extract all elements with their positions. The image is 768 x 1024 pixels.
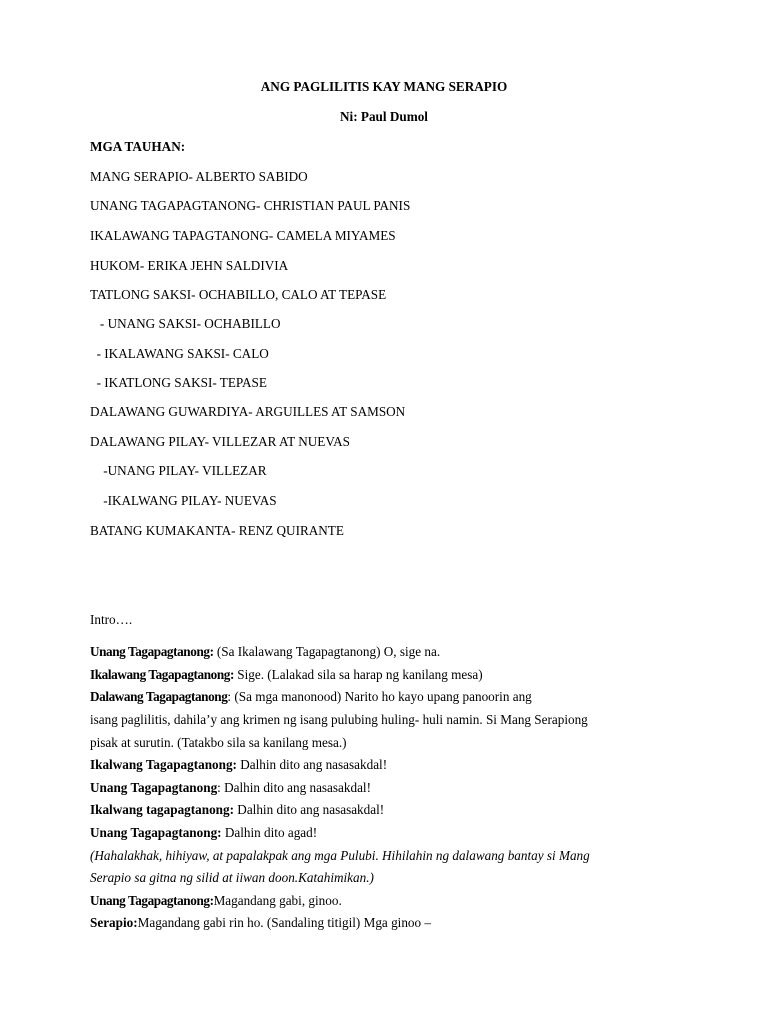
cast-item: UNANG TAGAPAGTANONG- CHRISTIAN PAUL PANIS	[90, 198, 411, 213]
stage-direction: Serapio sa gitna ng silid at iiwan doon.Katahimikan.)	[90, 870, 374, 885]
dialogue-text: pisak at surutin. (Tatakbo sila sa kanilang mesa.)	[90, 735, 347, 750]
speaker-name: Ikalawang Tagapagtanong:	[90, 667, 234, 682]
dialogue-text: : (Sa mga manonood) Narito ho kayo upang panoorin ang	[227, 689, 532, 704]
dialogue-line	[90, 825, 317, 841]
dialogue-line	[90, 757, 387, 773]
speaker-name: Unang Tagapagtanong	[90, 780, 218, 795]
dialogue-text: Magandang gabi, ginoo.	[213, 893, 342, 908]
dialogue-text: Dalhin dito agad!	[221, 825, 318, 840]
dialogue-text: Sige. (Lalakad sila sa harap ng kanilang mesa)	[233, 667, 483, 682]
cast-item: -IKALWANG PILAY- NUEVAS	[90, 493, 277, 508]
dialogue-text: isang paglilitis, dahila’y ang krimen ng isang pulubing huling- huli namin. Si Mang Serapiong	[90, 712, 588, 727]
cast-item: BATANG KUMAKANTA- RENZ QUIRANTE	[90, 523, 344, 538]
dialogue-line	[90, 735, 347, 751]
stage-direction: (Hahalakhak, hihiyaw, at papalakpak ang mga Pulubi. Hihilahin ng dalawang bantay si Mang	[90, 848, 590, 863]
dialogue-line	[90, 893, 342, 909]
cast-item: MANG SERAPIO- ALBERTO SABIDO	[90, 169, 308, 184]
dialogue-text: Dalhin dito ang nasasakdal!	[234, 802, 385, 817]
dialogue-line	[90, 644, 440, 660]
cast-item: TATLONG SAKSI- OCHABILLO, CALO AT TEPASE	[90, 287, 387, 302]
dialogue-line	[90, 915, 431, 931]
speaker-name: Ikalwang tagapagtanong:	[90, 802, 234, 817]
dialogue-line	[90, 712, 588, 728]
document-title: ANG PAGLILITIS KAY MANG SERAPIO	[260, 79, 508, 94]
dialogue-line	[90, 802, 384, 818]
dialogue-line	[90, 667, 483, 683]
cast-item: DALAWANG PILAY- VILLEZAR AT NUEVAS	[90, 434, 351, 449]
speaker-name: Serapio:	[90, 915, 138, 930]
intro-label: Intro….	[90, 612, 133, 627]
cast-item: HUKOM- ERIKA JEHN SALDIVIA	[90, 258, 289, 273]
speaker-name: Unang Tagapagtanong:	[90, 893, 214, 908]
cast-item: DALAWANG GUWARDIYA- ARGUILLES AT SAMSON	[90, 404, 406, 419]
speaker-name: Dalawang Tagapagtanong	[90, 689, 228, 704]
cast-item: - UNANG SAKSI- OCHABILLO	[90, 316, 281, 331]
dialogue-text: Dalhin dito ang nasasakdal!	[236, 757, 388, 772]
dialogue-line	[90, 689, 532, 705]
dialogue-text: (Sa Ikalawang Tagapagtanong) O, sige na.	[213, 644, 441, 659]
cast-heading: MGA TAUHAN:	[90, 139, 186, 154]
cast-item: - IKALAWANG SAKSI- CALO	[90, 346, 269, 361]
dialogue-text: Magandang gabi rin ho. (Sandaling titigil) Mga ginoo –	[137, 915, 432, 930]
document-byline: Ni: Paul Dumol	[340, 109, 428, 124]
cast-item: -UNANG PILAY- VILLEZAR	[90, 463, 267, 478]
speaker-name: Ikalwang Tagapagtanong:	[90, 757, 237, 772]
dialogue-text: : Dalhin dito ang nasasakdal!	[217, 780, 371, 795]
dialogue-line	[90, 780, 371, 796]
speaker-name: Unang Tagapagtanong:	[90, 644, 214, 659]
cast-item: IKALAWANG TAPAGTANONG- CAMELA MIYAMES	[90, 228, 396, 243]
speaker-name: Unang Tagapagtanong:	[90, 825, 222, 840]
cast-item: - IKATLONG SAKSI- TEPASE	[90, 375, 267, 390]
